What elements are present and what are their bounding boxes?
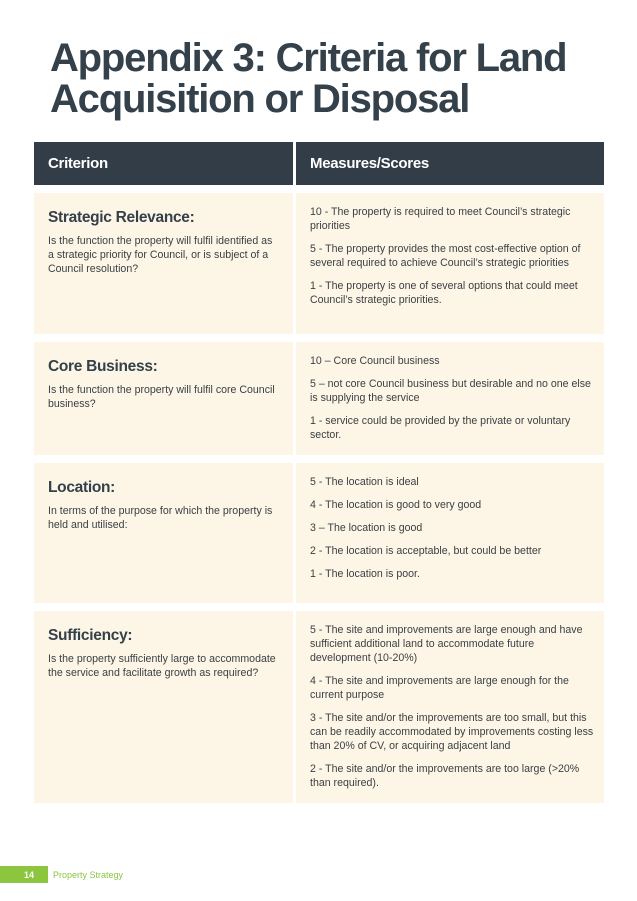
- measure-item: 4 - The location is good to very good: [310, 499, 482, 511]
- page-title-line-1: Appendix 3: Criteria for Land: [50, 36, 567, 80]
- measures-cell: [296, 463, 604, 603]
- criterion-title: Strategic Relevance:: [48, 209, 195, 226]
- criterion-description: Is the property sufficiently large to accommodate the service and facilitate growth as required?: [48, 653, 276, 679]
- measures-cell: [296, 342, 604, 455]
- criterion-description: Is the function the property will fulfil identified as a strategic priority for Council, or is subject of a Council resolution?: [48, 235, 273, 275]
- measure-item: 10 - The property is required to meet Council’s strategic priorities: [310, 206, 571, 232]
- measure-item: 5 – not core Council business but desirable and no one else is supplying the service: [310, 378, 591, 404]
- table-row-location: [34, 463, 604, 603]
- measure-item: 4 - The site and improvements are large enough for the current purpose: [310, 675, 569, 701]
- footer-document-label: Property Strategy: [53, 869, 124, 880]
- criterion-title: Sufficiency:: [48, 627, 133, 644]
- measure-item: 5 - The property provides the most cost-effective option of several required to achieve Council’s strategic priorities: [310, 243, 581, 269]
- measure-item: 1 - service could be provided by the private or voluntary sector.: [310, 415, 571, 441]
- measures-cell: [296, 611, 604, 803]
- criterion-cell: [34, 463, 293, 603]
- page-number-badge: 14: [0, 866, 48, 883]
- measure-item: 3 - The site and/or the improvements are too small, but this can be readily accommodated by improvements costing less than 20% of CV, or acquiring adjacent land: [310, 712, 594, 752]
- criteria-table: [34, 142, 604, 803]
- measures-cell: [296, 193, 604, 334]
- measure-item: 1 - The location is poor.: [310, 568, 420, 580]
- measure-item: 10 – Core Council business: [310, 355, 440, 367]
- measure-item: 5 - The site and improvements are large enough and have sufficient additional land to accommodate future development (10-20%): [310, 624, 583, 664]
- criterion-cell: [34, 193, 293, 334]
- table-row-strategic-relevance: [34, 193, 604, 334]
- measure-item: 2 - The location is acceptable, but could be better: [310, 545, 542, 557]
- page-title: [50, 38, 610, 120]
- criterion-description: Is the function the property will fulfil core Council business?: [48, 384, 275, 410]
- table-row-core-business: [34, 342, 604, 455]
- criterion-cell: [34, 611, 293, 803]
- header-measures-scores: Measures/Scores: [296, 142, 604, 185]
- measure-item: 5 - The location is ideal: [310, 476, 419, 488]
- page-footer: [0, 866, 123, 883]
- criterion-title: Location:: [48, 479, 116, 496]
- criterion-cell: [34, 342, 293, 455]
- measure-item: 2 - The site and/or the improvements are too large (>20% than required).: [310, 763, 580, 789]
- measure-item: 1 - The property is one of several options that could meet Council’s strategic priorities.: [310, 280, 578, 306]
- page-title-line-2: Acquisition or Disposal: [50, 77, 470, 121]
- measure-item: 3 – The location is good: [310, 522, 423, 534]
- criterion-description: In terms of the purpose for which the property is held and utilised:: [48, 505, 273, 531]
- header-criterion: Criterion: [34, 142, 293, 185]
- criterion-title: Core Business:: [48, 358, 158, 375]
- table-header-row: [34, 142, 604, 185]
- table-row-sufficiency: [34, 611, 604, 803]
